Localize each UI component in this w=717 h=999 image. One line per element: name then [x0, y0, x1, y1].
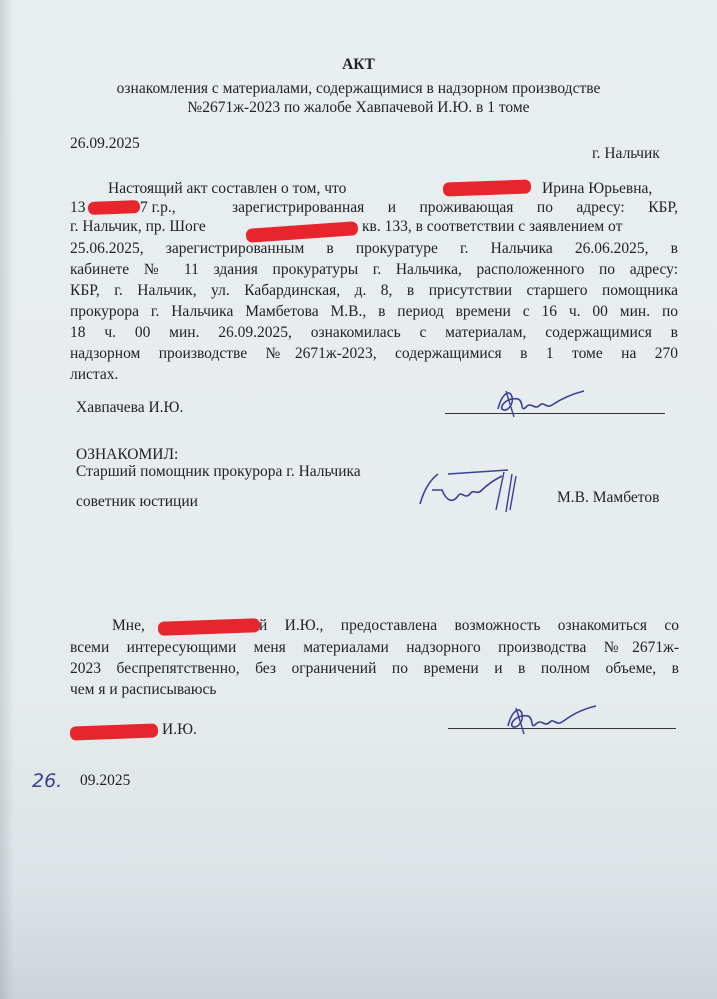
body-line-9: надзорном производстве №2671ж-2023, содержащимися в 1 томе на 270: [70, 345, 678, 362]
body-line-1-right: Ирина Юрьевна,: [542, 180, 653, 197]
body-line-2-mid: 7 г.р.,: [140, 199, 176, 216]
doc-date: 26.09.2025: [70, 135, 140, 152]
doc-city: г. Нальчик: [592, 145, 660, 162]
body-line-2-right-text: зарегистрированная и проживающая по адресу: КБР,: [232, 199, 678, 216]
signer-2-name: И.Ю.: [162, 721, 197, 738]
para2-line-1-right-text: й И.Ю., предоставлена возможность ознакомиться со: [259, 617, 679, 634]
ozn-name: М.В. Мамбетов: [557, 489, 660, 506]
hand-date-day: 26.: [32, 770, 63, 792]
body-line-8: 18 ч. 00 мин. 26.09.2025, ознакомилась с материалам, содержащимися в: [70, 324, 678, 341]
body-line-6: КБР, г. Нальчик, ул. Кабардинская, д. 8, в присутствии старшего помощника: [70, 282, 678, 299]
redaction-surname-1: [443, 179, 531, 196]
ozn-signature: [412, 460, 542, 518]
body-line-7: прокурора г. Нальчика Мамбетова М.В., в период времени с 16 ч. 00 мин. по: [70, 303, 678, 320]
para2-line-2: всеми интересующими меня материалами надзорного производства №2671ж-: [70, 639, 679, 656]
para2-line-3: 2023 беспрепятственно, без ограничений по времени и в полном объеме, в: [70, 660, 679, 677]
page-shadow: [0, 0, 14, 999]
signer-1-signature: [488, 383, 598, 425]
doc-title: АКТ: [342, 56, 375, 73]
doc-subtitle-1: ознакомления с материалами, содержащимися в надзорном производстве: [116, 80, 601, 97]
body-line-3-right: кв. 133, в соответствии с заявлением от: [362, 218, 623, 235]
body-line-10: листах.: [70, 366, 119, 383]
ozn-position-2: советник юстиции: [76, 493, 198, 510]
para2-line-1-right: [259, 617, 679, 635]
para2-line-4: чем я и расписываюсь: [70, 681, 217, 698]
redaction-surname-3: [70, 723, 158, 740]
redaction-surname-2: [158, 618, 260, 636]
body-block: [70, 240, 678, 387]
body-line-3-left: г. Нальчик, пр. Шоге: [70, 218, 206, 235]
body-line-4: 25.06.2025, зарегистрированным в прокуратуре г. Нальчика 26.06.2025, в: [70, 240, 678, 257]
hand-date-rest: 09.2025: [80, 772, 131, 789]
para2-line-1-left: Мне,: [112, 617, 145, 634]
ozn-heading: ОЗНАКОМИЛ:: [76, 446, 179, 463]
body-line-2-left: 13: [70, 199, 86, 216]
redaction-birthdate: [88, 200, 140, 215]
body-line-5: кабинете № 11 здания прокуратуры г. Нальчика, расположенного по адресу:: [70, 261, 678, 278]
ozn-position-1: Старший помощник прокурора г. Нальчика: [76, 463, 361, 480]
body-line-2-right: [232, 199, 678, 217]
signer-2-signature: [498, 698, 608, 740]
signer-1-name: Хавпачева И.Ю.: [76, 399, 184, 416]
para2-block: [70, 639, 679, 702]
body-line-1-left: Настоящий акт составлен о том, что: [108, 180, 347, 197]
doc-subtitle-2: №2671ж-2023 по жалобе Хавпачевой И.Ю. в 1 томе: [187, 99, 530, 116]
